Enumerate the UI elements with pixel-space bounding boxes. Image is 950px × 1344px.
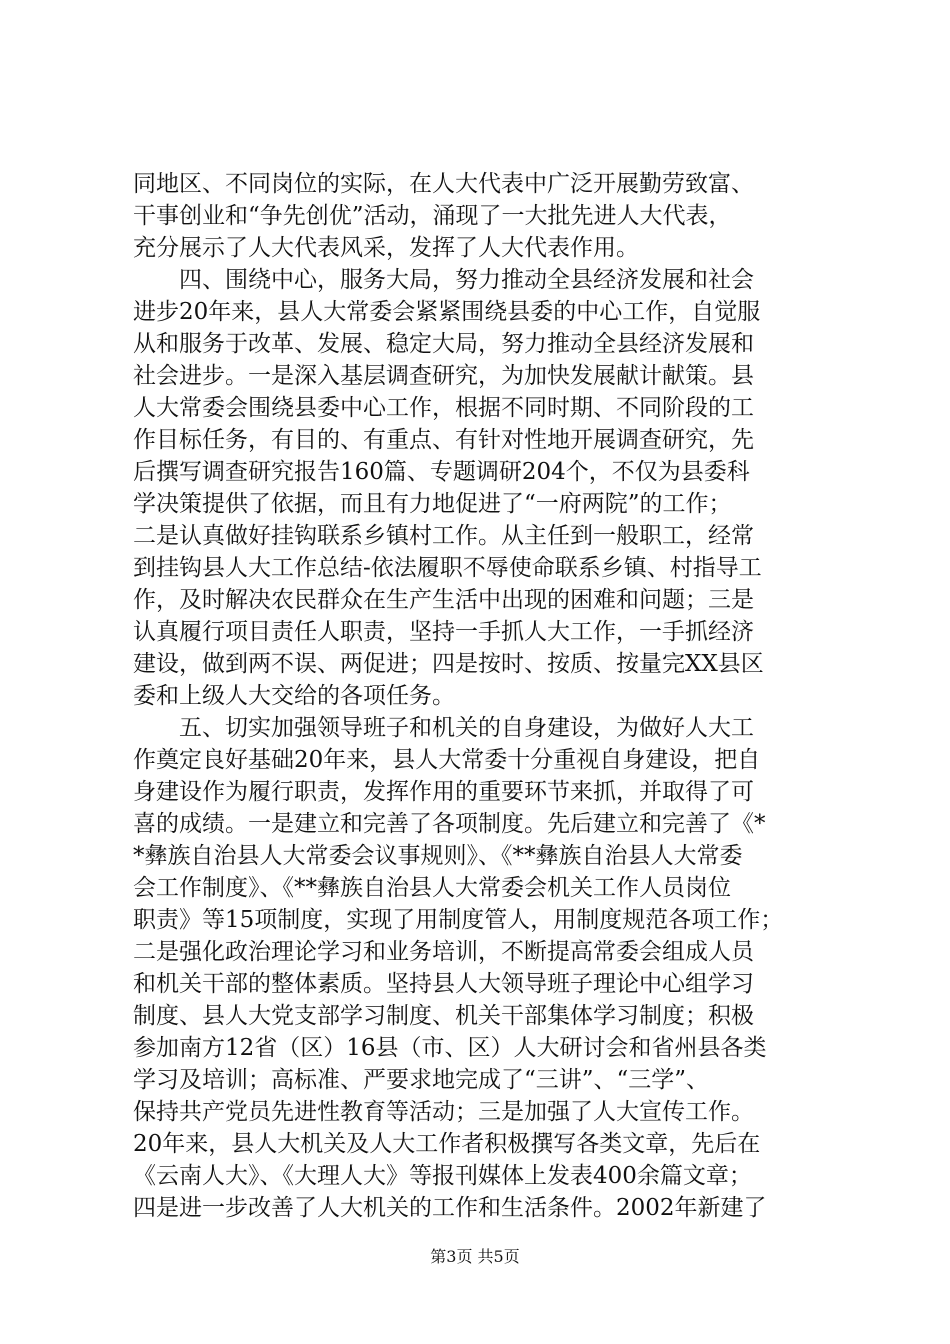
text-line: 作目标任务，有目的、有重点、有针对性地开展调查研究，先 [133, 427, 754, 453]
text-line: 作奠定良好基础20年来，县人大常委十分重视自身建设，把自 [133, 747, 761, 773]
text-line: 四、围绕中心，服务大局，努力推动全县经济发展和社会 [133, 267, 754, 293]
text-line: 社会进步。一是深入基层调查研究，为加快发展献计献策。县 [133, 363, 754, 389]
text-line: 学习及培训；高标准、严要求地完成了“三讲”、“三学”、 [133, 1067, 710, 1093]
text-line: 后撰写调查研究报告160篇、专题调研204个，不仅为县委科 [133, 459, 750, 485]
page-number-footer: 第3页 共5页 [430, 1247, 520, 1266]
text-line: 二是认真做好挂钩联系乡镇村工作。从主任到一般职工，经常 [133, 523, 754, 549]
text-line: 人大常委会围绕县委中心工作，根据不同时期、不同阶段的工 [133, 395, 754, 421]
text-line: 进步20年来，县人大常委会紧紧围绕县委的中心工作，自觉服 [133, 299, 761, 325]
text-line: 从和服务于改革、发展、稳定大局，努力推动全县经济发展和 [133, 331, 754, 357]
text-line: 到挂钩县人大工作总结-依法履职不辱使命联系乡镇、村指导工 [133, 555, 762, 581]
text-line: 会工作制度》、《**彝族自治县人大常委会机关工作人员岗位 [133, 875, 731, 901]
text-line: 五、切实加强领导班子和机关的自身建设，为做好人大工 [133, 715, 754, 741]
text-line: 二是强化政治理论学习和业务培训，不断提高常委会组成人员 [133, 939, 754, 965]
text-line: 建设，做到两不误、两促进；四是按时、按质、按量完XX县区 [133, 651, 764, 677]
text-line: 参加南方12省（区）16县（市、区）人大研讨会和省州县各类 [133, 1035, 767, 1061]
text-line: 干事创业和“争先创优”活动，涌现了一大批先进人大代表， [133, 203, 732, 229]
text-line: *彝族自治县人大常委会议事规则》、《**彝族自治县人大常委 [133, 843, 743, 869]
text-line: 委和上级人大交给的各项任务。 [133, 683, 455, 709]
text-line: 制度、县人大党支部学习制度、机关干部集体学习制度；积极 [133, 1003, 754, 1029]
text-line: 和机关干部的整体素质。坚持县人大领导班子理论中心组学习 [133, 971, 754, 997]
text-line: 保持共产党员先进性教育等活动；三是加强了人大宣传工作。 [133, 1099, 754, 1125]
text-line: 职责》等15项制度，实现了用制度管人，用制度规范各项工作； [133, 907, 784, 933]
text-line: 四是进一步改善了人大机关的工作和生活条件。2002年新建了 [133, 1195, 767, 1221]
text-line: 充分展示了人大代表风采，发挥了人大代表作用。 [133, 235, 639, 261]
text-line: 学决策提供了依据，而且有力地促进了“一府两院”的工作； [133, 491, 732, 517]
text-line: 《云南人大》、《大理人大》等报刊媒体上发表400余篇文章； [133, 1163, 752, 1189]
text-line: 喜的成绩。一是建立和完善了各项制度。先后建立和完善了《* [133, 811, 766, 837]
text-line: 身建设作为履行职责，发挥作用的重要环节来抓，并取得了可 [133, 779, 754, 805]
text-line: 同地区、不同岗位的实际，在人大代表中广泛开展勤劳致富、 [133, 171, 754, 197]
text-line: 20年来，县人大机关及人大工作者积极撰写各类文章，先后在 [133, 1131, 761, 1157]
text-line: 认真履行项目责任人职责，坚持一手抓人大工作，一手抓经济 [133, 619, 754, 645]
text-line: 作，及时解决农民群众在生产生活中出现的困难和问题；三是 [133, 587, 754, 613]
